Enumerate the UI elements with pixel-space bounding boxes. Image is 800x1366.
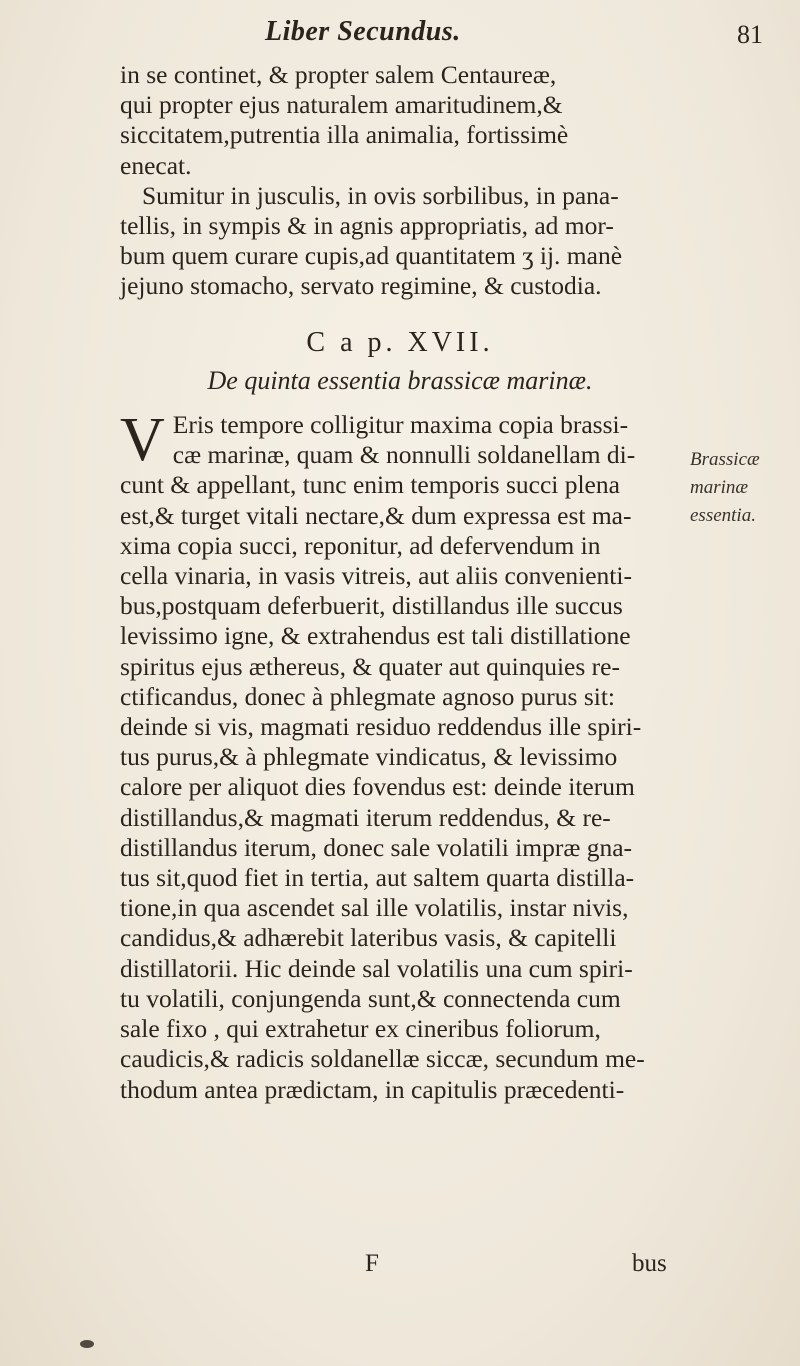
text-line: calore per aliquot dies fovendus est: deinde iterum <box>120 772 635 802</box>
text-line: bus,postquam deferbuerit, distillandus ille succus <box>120 591 623 621</box>
text-line: caudicis,& radicis soldanellæ siccæ, secundum me- <box>120 1044 645 1074</box>
margin-note-line: Brassicæ <box>690 449 760 470</box>
text-line: deinde si vis, magmati residuo reddendus ille spiri- <box>120 712 642 742</box>
body-text <box>120 60 680 1105</box>
text-line: tus purus,& à phlegmate vindicatus, & levissimo <box>120 742 618 772</box>
text-line: tu volatili, conjungenda sunt,& connectenda cum <box>120 983 621 1013</box>
page-header <box>0 16 800 56</box>
margin-note-line: essentia. <box>690 505 756 526</box>
running-head: Liber Secundus. <box>265 16 461 47</box>
text-line: enecat. <box>120 150 192 180</box>
page-footer <box>120 1250 680 1280</box>
text-line: tellis, in sympis & in agnis appropriatis, ad mor- <box>120 211 614 241</box>
text-line: ctificandus, donec à phlegmate agnoso purus sit: <box>120 681 615 711</box>
ink-blot <box>80 1340 94 1348</box>
dosage-paragraph <box>120 181 680 302</box>
text-line: distillandus iterum, donec sale volatili impræ gna- <box>120 832 633 862</box>
text-line: cæ marinæ, quam & nonnulli soldanellam di- <box>172 440 636 470</box>
text-line: sale fixo , qui extrahetur ex cineribus foliorum, <box>120 1014 601 1044</box>
text-line: siccitatem,putrentia illa animalia, fortissimè <box>120 120 569 150</box>
text-line: distillatorii. Hic deinde sal volatilis una cum spiri- <box>120 953 633 983</box>
chapter-subtitle: De quinta essentia brassicæ marinæ. <box>207 365 593 395</box>
text-line: candidus,& adhærebit lateribus vasis, & capitelli <box>120 923 617 953</box>
text-line: thodum antea prædictam, in capitulis præcedenti- <box>120 1074 625 1104</box>
catchword: bus <box>632 1250 667 1277</box>
text-line: levissimo igne, & extrahendus est tali distillatione <box>120 621 631 651</box>
text-line: cella vinaria, in vasis vitreis, aut aliis convenienti- <box>120 561 632 591</box>
text-line: Sumitur in jusculis, in ovis sorbilibus, in pana- <box>142 180 619 210</box>
text-line: qui propter ejus naturalem amaritudinem,& <box>120 90 563 120</box>
text-line: bum quem curare cupis,ad quantitatem ʒ ij. manè <box>120 241 623 271</box>
page-number: 81 <box>737 20 763 49</box>
text-line: spiritus ejus æthereus, & quater aut quinquies re- <box>120 651 620 681</box>
text-line: tione,in qua ascendet sal ille volatilis, instar nivis, <box>120 893 629 923</box>
margin-note-line: marinæ <box>690 477 749 498</box>
drop-cap: V <box>120 406 165 475</box>
text-line: Eris tempore colligitur maxima copia brassi- <box>172 410 629 440</box>
margin-note <box>690 446 795 530</box>
main-paragraph <box>120 406 680 1105</box>
text-line: est,& turget vitali nectare,& dum expressa est ma- <box>120 500 632 530</box>
text-line: xima copia succi, reponitur, ad defervendum in <box>120 530 601 560</box>
text-line: cunt & appellant, tunc enim temporis succi plena <box>120 470 620 500</box>
intro-paragraph <box>120 60 680 181</box>
text-line: in se continet, & propter salem Centaureæ, <box>120 60 557 89</box>
text-line: jejuno stomacho, servato regimine, & custodia. <box>120 271 602 301</box>
signature-mark: F <box>365 1250 379 1277</box>
text-line: distillandus,& magmati iterum reddendus, & re- <box>120 802 611 832</box>
chapter-title: C a p. XVII. <box>306 326 494 358</box>
text-line: tus sit,quod fiet in tertia, aut saltem quarta distilla- <box>120 863 635 893</box>
